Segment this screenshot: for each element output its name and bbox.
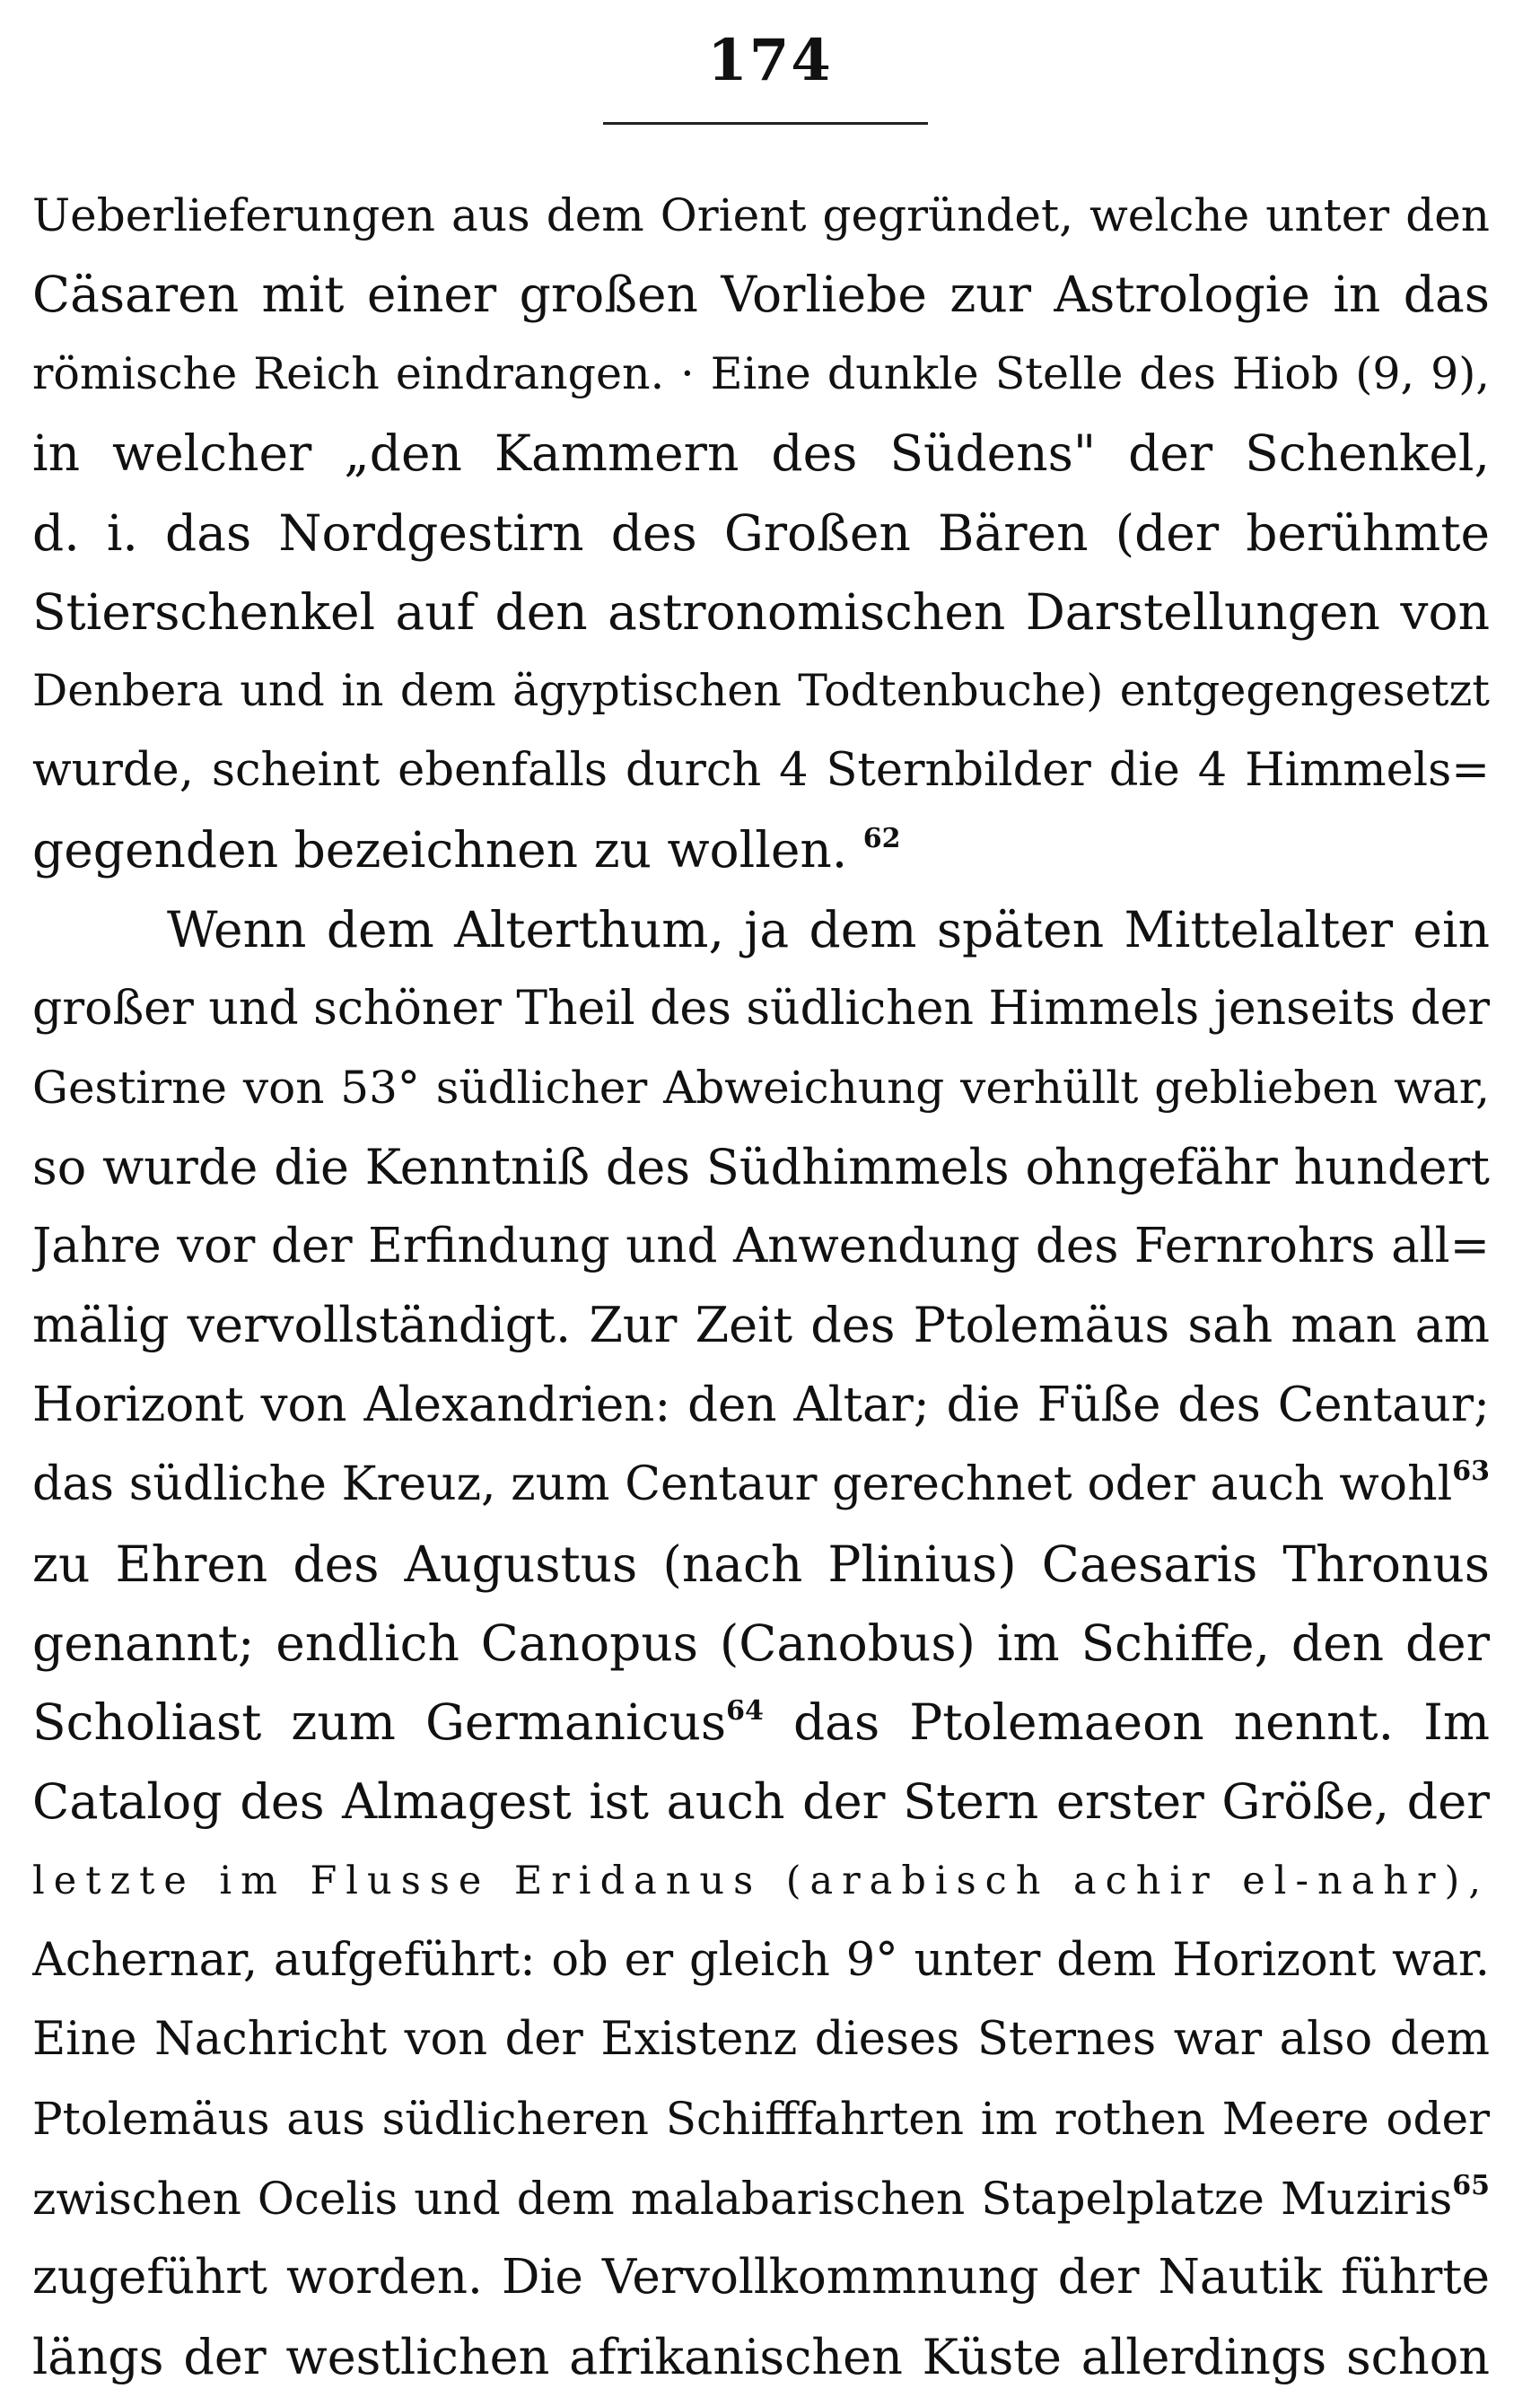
text-line: Ptolemäus aus südlicheren Schifffahrten im rothen Meere oder [32,2093,1490,2146]
body-text [32,176,1490,2397]
text-line: d. i. das Nordgestirn des Großen Bären (der berühmte [32,503,1490,562]
text-line: römische Reich eindrangen. · Eine dunkle Stelle des Hiob (9, 9), [32,347,1490,399]
text-line: großer und schöner Theil des südlichen Himmels jenseits der [32,981,1490,1036]
text-line: Scholiast zum Germanicus$^{64}$ das Ptolemaeon nennt. Im [32,1693,1490,1752]
text-line: Stierschenkel auf den astronomischen Darstellungen von [32,582,1490,641]
text-line: zu Ehren des Augustus (nach Plinius) Caesaris Thronus [32,1535,1490,1593]
footnote-ref: 65 [1452,2169,1490,2201]
text-line: genannt; endlich Canopus (Canobus) im Schiffe, den der [32,1614,1490,1673]
text-line: Horizont von Alexandrien: den Altar; die Füße des Centaur; [32,1377,1490,1432]
header-rule [603,122,928,125]
text-line: Denbera und in dem ägyptischen Todtenbuche) entgegengesetzt [32,665,1490,717]
text-line: gegenden bezeichnen zu wollen. $^{62}$ [32,821,901,879]
text-line: Eine Nachricht von der Existenz dieses Sternes war also dem [32,2012,1490,2066]
text-line: mälig vervollständigt. Zur Zeit des Ptolemäus sah man am [32,1297,1490,1354]
text-line: Cäsaren mit einer großen Vorliebe zur Astrologie in das [32,266,1490,324]
footnote-ref: 63 [1452,1456,1490,1488]
text-line: das südliche Kreuz, zum Centaur gerechnet oder auch wohl$^{63}$ [32,1456,1490,1512]
text-line: Jahre vor der Erfindung und Anwendung des Fernrohrs all= [32,1219,1490,1274]
text-line: Gestirne von 53° südlicher Abweichung verhüllt geblieben war, [32,1062,1490,1115]
text-line: Achernar, aufgeführt: ob er gleich 9° unter dem Horizont war. [32,1933,1490,1987]
page-number: 174 [707,27,833,94]
text-line: zugeführt worden. Die Vervollkommnung der Nautik führte [32,2250,1490,2305]
text-line: zwischen Ocelis und dem malabarischen Stapelplatze Muziris$^{65}$ [32,2169,1490,2225]
text-line: wurde, scheint ebenfalls durch 4 Sternbilder die 4 Himmels= [32,743,1490,797]
footnote-ref: 62 [862,823,901,855]
text-line: längs der westlichen afrikanischen Küste allerdings schon [32,2328,1490,2385]
text-line: letzte im Flusse Eridanus (arabisch achir el-nahr), [32,1859,1490,1904]
text-line: Ueberlieferungen aus dem Orient gegründet, welche unter den [32,189,1490,241]
footnote-ref: 64 [726,1695,764,1728]
text-line: Wenn dem Alterthum, ja dem späten Mittelalter ein [167,900,1490,958]
text-line: Catalog des Almagest ist auch der Stern erster Größe, der [32,1772,1490,1830]
text-line: so wurde die Kenntniß des Südhimmels ohngefähr hundert [32,1138,1490,1195]
text-line: in welcher „den Kammern des Südens" der Schenkel, [32,424,1490,483]
